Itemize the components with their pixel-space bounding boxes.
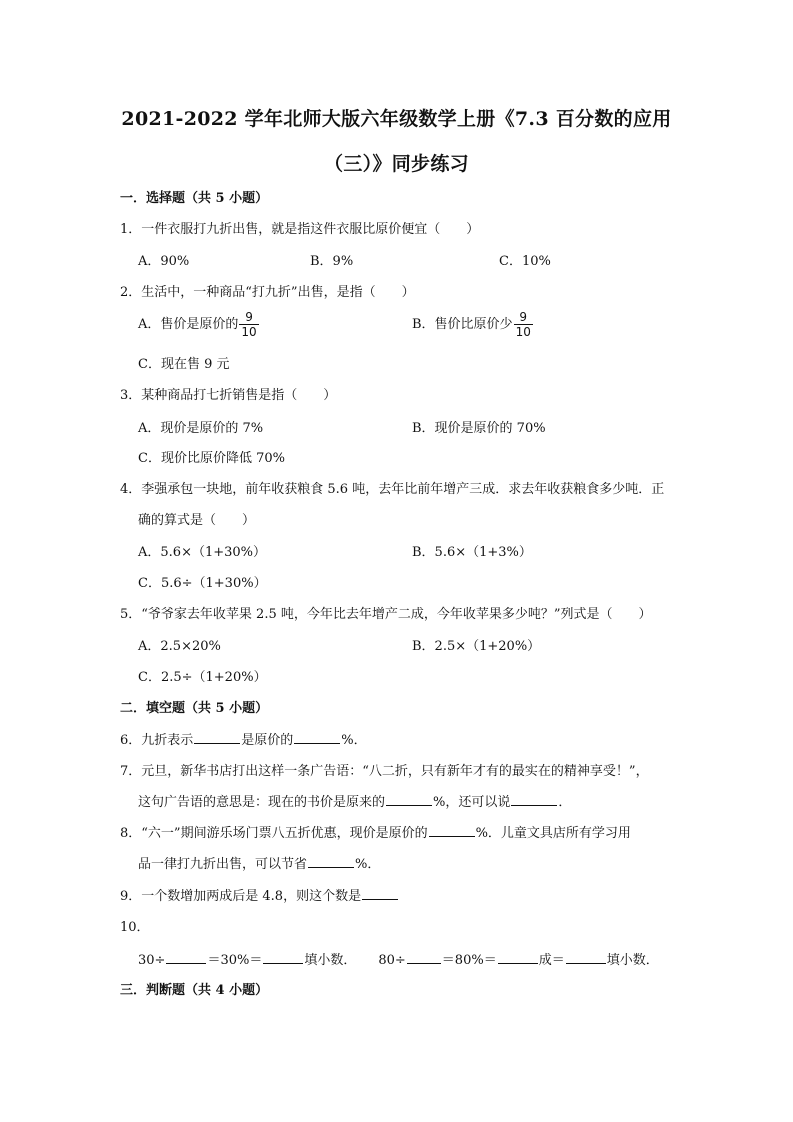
question-10-number: 10． bbox=[120, 920, 150, 935]
question-4-stem-line2: 确的算式是（ ） bbox=[138, 513, 256, 528]
section-heading-choice: 一．选择题（共 5 小题） bbox=[120, 191, 269, 206]
question-3-option-c: C．现价比原价降低 70% bbox=[138, 451, 285, 466]
question-6-text-3: %． bbox=[341, 733, 367, 748]
question-3-option-a: A．现价是原价的 7% bbox=[138, 421, 264, 436]
answer-blank[interactable] bbox=[308, 855, 354, 868]
question-1-option-b: B．9% bbox=[310, 254, 354, 269]
question-2-stem: 2．生活中，一种商品“打九折”出售，是指（ ） bbox=[120, 285, 415, 300]
question-10-text-4: 80÷ bbox=[378, 953, 406, 968]
question-7-line1: 7．元旦，新华书店打出这样一条广告语：“八二折，只有新年才有的最实在的精神享受！”， bbox=[120, 764, 649, 779]
question-4-stem-line1: 4．李强承包一块地，前年收获粮食 5.6 吨，去年比前年增产三成．求去年收获粮食多少吨．正 bbox=[120, 482, 665, 497]
question-7-text-2: %，还可以说 bbox=[433, 795, 511, 810]
question-9 bbox=[120, 885, 399, 904]
answer-blank[interactable] bbox=[194, 731, 240, 744]
question-4-option-b: B．5.6×（1+3%） bbox=[412, 545, 532, 560]
question-7-text-3: ． bbox=[558, 795, 572, 810]
question-2-option-c: C．现在售 9 元 bbox=[138, 357, 230, 372]
question-8-text-2: %．儿童文具店所有学习用 bbox=[475, 826, 631, 841]
answer-blank[interactable] bbox=[294, 731, 340, 744]
fraction-denominator: 10 bbox=[241, 325, 257, 339]
section-heading-fill-blank: 二．填空题（共 5 小题） bbox=[120, 701, 269, 716]
question-3-option-b: B．现价是原价的 70% bbox=[412, 421, 546, 436]
question-9-text: 9．一个数增加两成后是 4.8，则这个数是 bbox=[120, 889, 362, 904]
question-10-text-6: 成＝ bbox=[538, 953, 565, 968]
question-3-stem: 3．某种商品打七折销售是指（ ） bbox=[120, 388, 337, 403]
answer-blank[interactable] bbox=[362, 887, 398, 900]
section-heading-true-false: 三．判断题（共 4 小题） bbox=[120, 983, 269, 998]
question-10-text-7: 填小数． bbox=[606, 953, 659, 968]
question-7-line2 bbox=[138, 791, 571, 810]
answer-blank[interactable] bbox=[511, 793, 557, 806]
fraction-numerator: 9 bbox=[245, 310, 253, 324]
question-5-stem: 5．“爷爷家去年收苹果 2.5 吨，今年比去年增产二成，今年收苹果多少吨？”列式是（ ） bbox=[120, 607, 652, 622]
answer-blank[interactable] bbox=[386, 793, 432, 806]
answer-blank[interactable] bbox=[429, 824, 475, 837]
answer-blank[interactable] bbox=[263, 951, 303, 964]
question-2-option-a-text: A．售价是原价的 bbox=[138, 317, 239, 332]
question-10-text-3: 填小数． bbox=[304, 953, 357, 968]
question-2-option-a bbox=[138, 310, 259, 339]
question-1-option-a: A．90% bbox=[138, 254, 190, 269]
fraction-numerator: 9 bbox=[519, 310, 528, 324]
question-2-option-b-text: B．售价比原价少 bbox=[412, 317, 513, 332]
question-1-stem: 1．一件衣服打九折出售，就是指这件衣服比原价便宜（ ） bbox=[120, 222, 480, 237]
question-8-text-1: 8．“六一”期间游乐场门票八五折优惠，现价是原价的 bbox=[120, 826, 428, 841]
question-1-option-c: C．10% bbox=[499, 254, 551, 269]
question-10-text-1: 30÷ bbox=[138, 953, 166, 968]
document-title-line2: （三）》同步练习 bbox=[324, 153, 469, 175]
fraction-nine-tenths bbox=[239, 310, 258, 339]
answer-blank[interactable] bbox=[166, 951, 206, 964]
question-4-option-a: A．5.6×（1+30%） bbox=[138, 545, 267, 560]
question-10-line bbox=[138, 949, 659, 968]
answer-blank[interactable] bbox=[498, 951, 538, 964]
question-5-option-c: C．2.5÷（1+20%） bbox=[138, 670, 267, 685]
question-4-option-c: C．5.6÷（1+30%） bbox=[138, 576, 267, 591]
fraction-nine-tenths bbox=[514, 310, 533, 339]
answer-blank[interactable] bbox=[566, 951, 606, 964]
document-title-line1: 2021-2022 学年北师大版六年级数学上册《7.3 百分数的应用 bbox=[121, 108, 672, 130]
question-8-line2 bbox=[138, 853, 380, 872]
question-10-text-5: ＝80%＝ bbox=[441, 953, 497, 968]
question-2-option-b bbox=[412, 310, 533, 339]
question-8-text-3: 品一律打九折出售，可以节省 bbox=[138, 857, 308, 872]
question-5-option-a: A．2.5×20% bbox=[138, 639, 221, 654]
question-6 bbox=[120, 729, 367, 748]
question-7-text-1: 这句广告语的意思是：现在的书价是原来的 bbox=[138, 795, 386, 810]
fraction-denominator: 10 bbox=[515, 325, 531, 339]
answer-blank[interactable] bbox=[407, 951, 441, 964]
question-8-line1 bbox=[120, 822, 631, 841]
question-10-text-2: ＝30%＝ bbox=[207, 953, 263, 968]
question-6-text-2: 是原价的 bbox=[241, 733, 294, 748]
question-8-text-4: %． bbox=[355, 857, 381, 872]
question-6-text-1: 6．九折表示 bbox=[120, 733, 194, 748]
question-5-option-b: B．2.5×（1+20%） bbox=[412, 639, 541, 654]
